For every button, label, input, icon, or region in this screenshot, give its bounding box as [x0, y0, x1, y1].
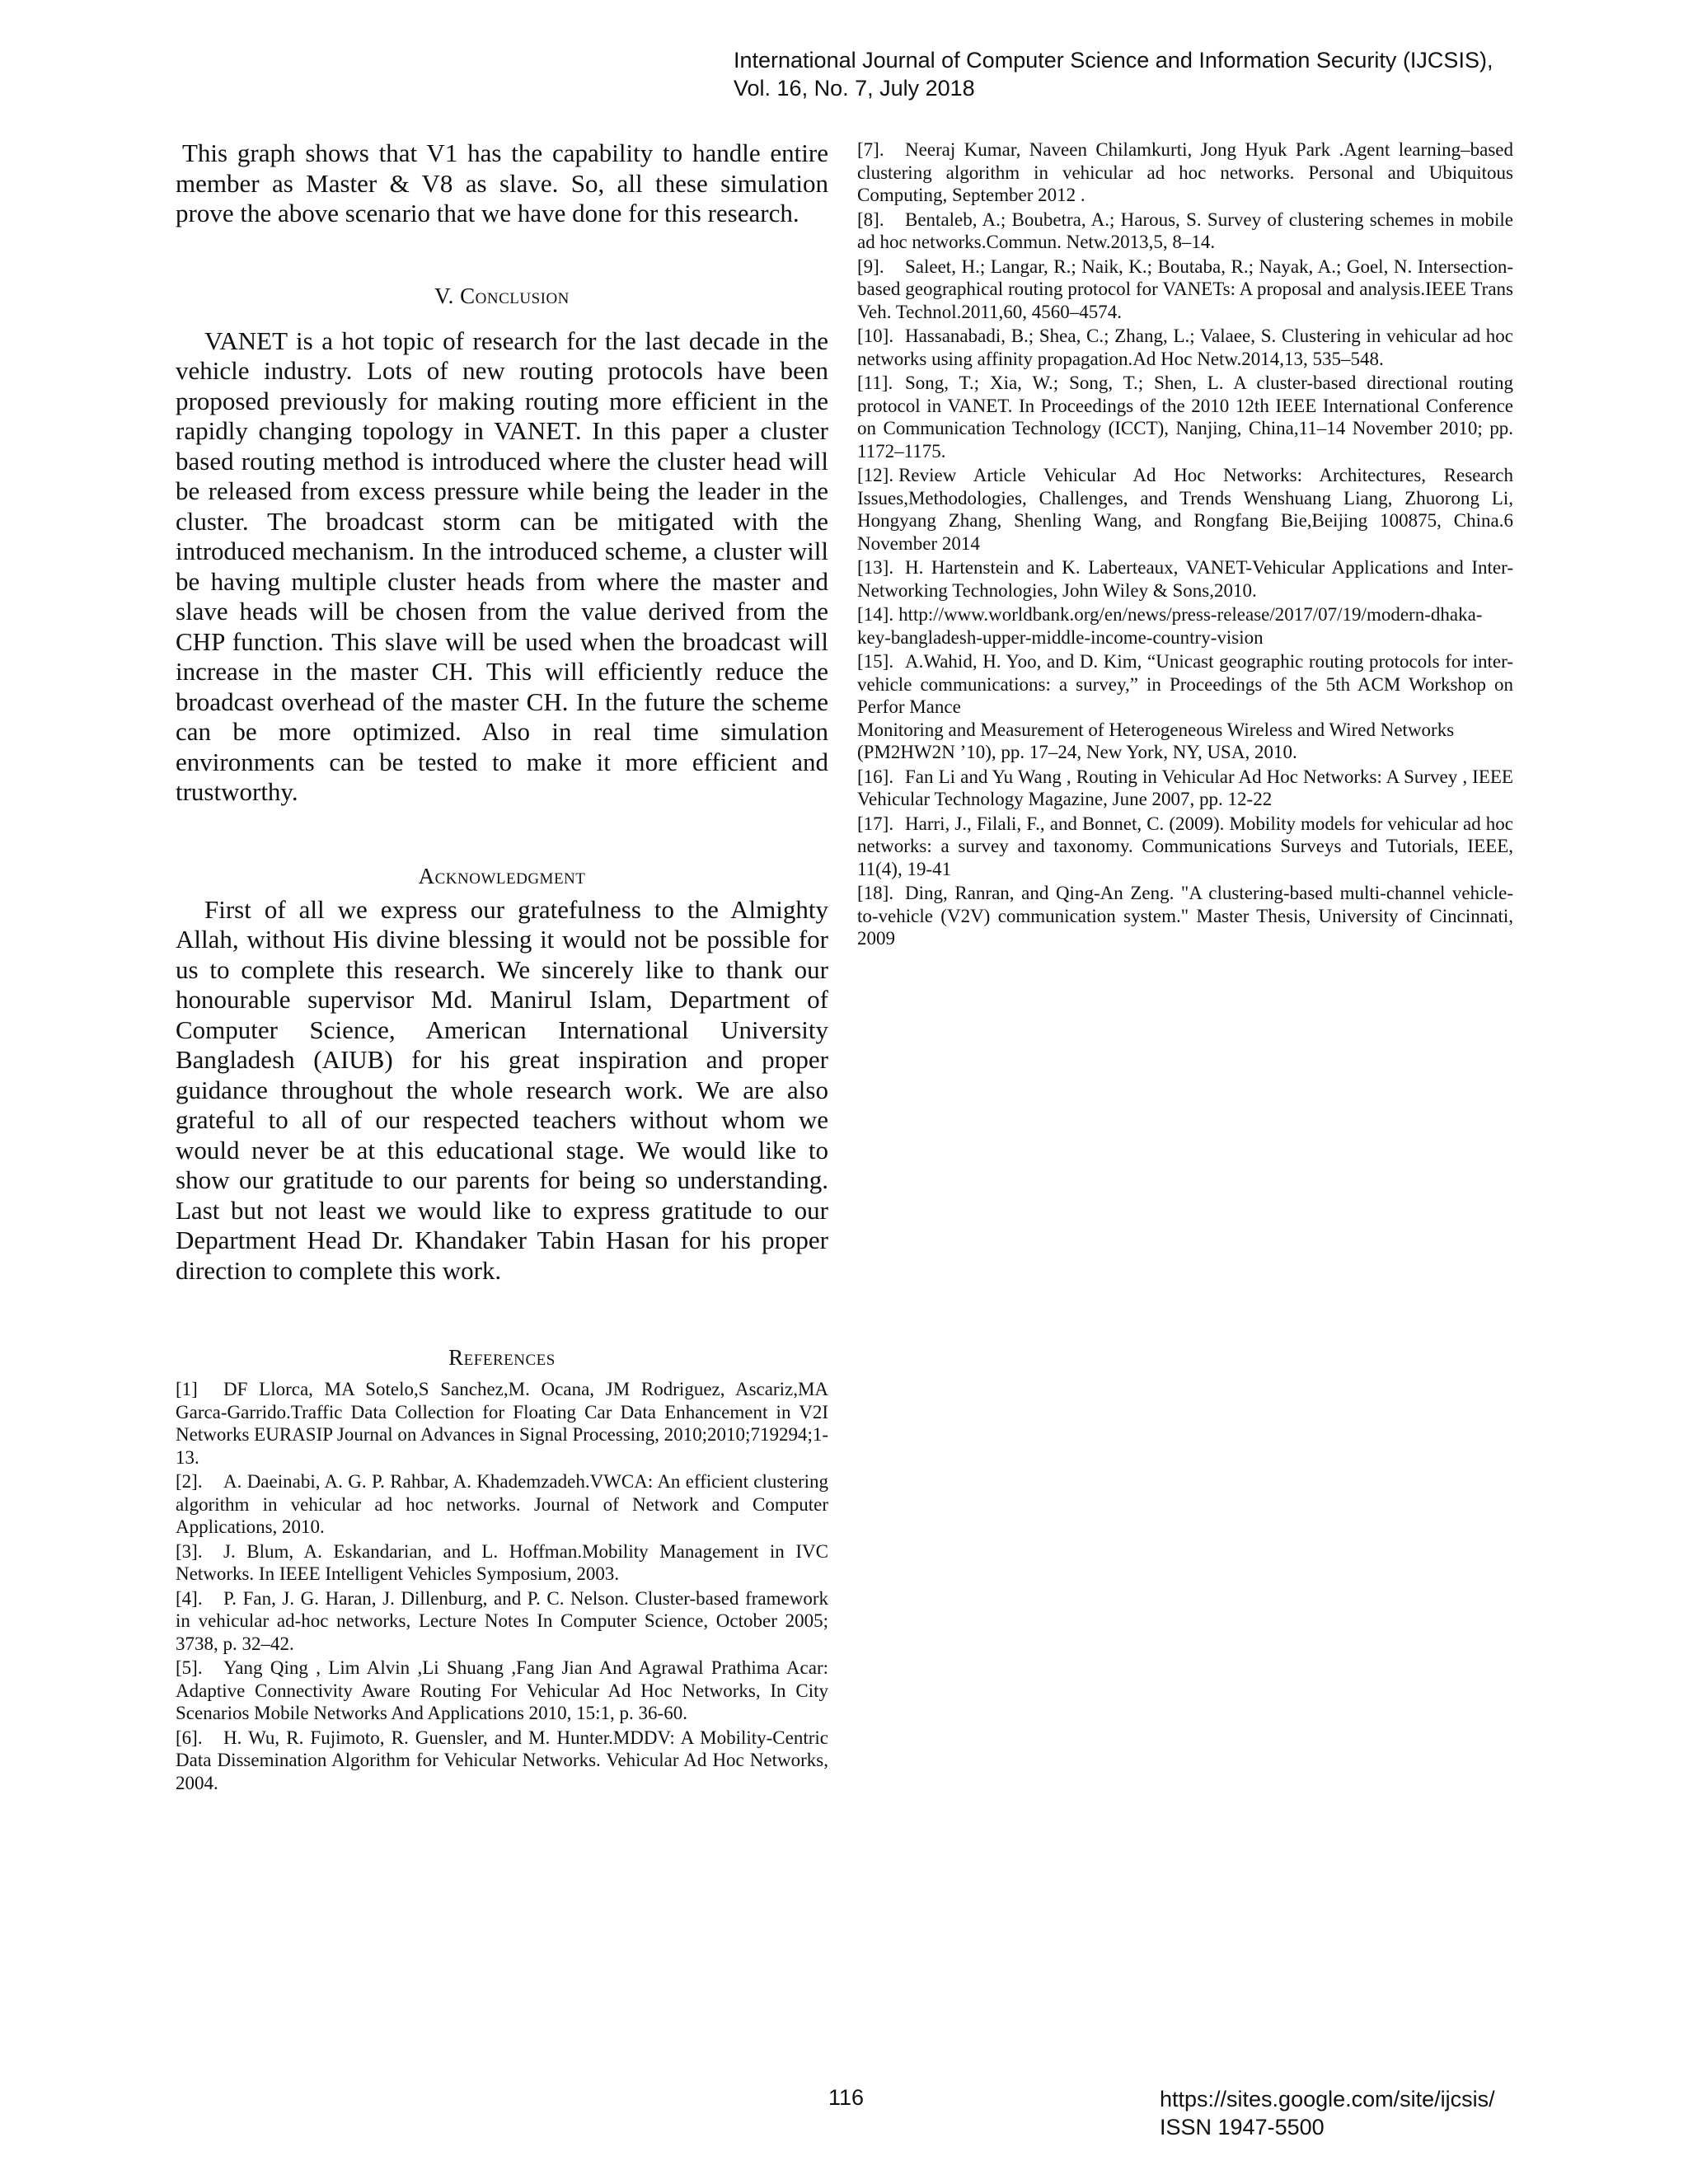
- reference-text: Neeraj Kumar, Naveen Chilamkurti, Jong Hyuk Park .Agent learning–based clustering algorithm in vehicular ad hoc networks. Personal and Ubiquitous Computing, September 2012 .: [857, 139, 1513, 205]
- reference-number: [2].: [176, 1471, 203, 1492]
- reference-text: Saleet, H.; Langar, R.; Naik, K.; Boutaba, R.; Nayak, A.; Goel, N. Intersection-based geographical routing protocol for VANETs: A proposal and analysis.IEEE Trans Veh. Technol.2011,60, 4560–4574.: [857, 255, 1513, 322]
- conclusion-heading: V. Conclusion: [434, 283, 570, 308]
- reference-text: Fan Li and Yu Wang , Routing in Vehicular Ad Hoc Networks: A Survey , IEEE Vehicular Technology Magazine, June 2007, pp. 12-22: [857, 766, 1513, 809]
- intro-paragraph: This graph shows that V1 has the capability to handle entire member as Master & V8 as slave. So, all these simulation prove the above scenario that we have done for this research.: [176, 138, 828, 227]
- reference-text: Monitoring and Measurement of Heterogeneous Wireless and Wired Networks (PM2HW2N ’10), pp. 17–24, New York, NY, USA, 2010.: [857, 719, 1455, 762]
- reference-text: A. Daeinabi, A. G. P. Rahbar, A. Khademzadeh.VWCA: An efficient clustering algorithm in vehicular ad hoc networks. Journal of Network and Computer Applications, 2010.: [176, 1471, 828, 1537]
- reference-text: Yang Qing , Lim Alvin ,Li Shuang ,Fang Jian And Agrawal Prathima Acar: Adaptive Connectivity Aware Routing For Vehicular Ad Hoc Networks, In City Scenarios Mobile Networks And Applications 2010, 15:1, p. 36-60.: [176, 1657, 828, 1723]
- reference-number: [5].: [176, 1657, 203, 1678]
- reference-text: DF Llorca, MA Sotelo,S Sanchez,M. Ocana, JM Rodriguez, Ascariz,MA Garca-Garrido.Traffic Data Collection for Floating Car Data Enhancement in V2I Networks EURASIP Journal on Advances in Signal Processing, 2010;2010;719294;1-13.: [176, 1379, 828, 1468]
- reference-item: [857, 556, 1513, 602]
- reference-link[interactable]: http://www.worldbank.org/en/news/press-release/2017/07/19/modern-dhaka-key-bangladesh-upper-middle-income-country-vision: [857, 604, 1483, 648]
- reference-text: Hassanabadi, B.; Shea, C.; Zhang, L.; Valaee, S. Clustering in vehicular ad hoc networks using affinity propagation.Ad Hoc Netw.2014,13, 535–548.: [857, 326, 1513, 369]
- reference-number: [15].: [857, 651, 894, 672]
- reference-number: [16].: [857, 766, 894, 787]
- reference-number: [4].: [176, 1587, 203, 1609]
- reference-text: H. Hartenstein and K. Laberteaux, VANET-Vehicular Applications and Inter-Networking Technologies, John Wiley & Sons,2010.: [857, 557, 1513, 601]
- reference-item: [176, 1587, 828, 1656]
- reference-number: [11].: [857, 373, 893, 393]
- reference-item: [857, 372, 1513, 462]
- reference-text: A.Wahid, H. Yoo, and D. Kim, “Unicast geographic routing protocols for inter-vehicle communications: a survey,” in Proceedings of the 5th ACM Workshop on Perfor Mance: [857, 651, 1513, 717]
- reference-item: [857, 255, 1513, 324]
- reference-item: [857, 650, 1513, 719]
- reference-number: [10].: [857, 326, 894, 346]
- journal-volume-line: Vol. 16, No. 7, July 2018: [734, 76, 975, 101]
- references-heading: References: [448, 1345, 556, 1370]
- reference-text: Harri, J., Filali, F., and Bonnet, C. (2009). Mobility models for vehicular ad hoc networks: a survey and taxonomy. Communications Surveys and Tutorials, IEEE, 11(4), 19-41: [857, 813, 1513, 879]
- acknowledgment-heading: Acknowledgment: [418, 863, 586, 888]
- reference-item: [857, 464, 1513, 555]
- right-column: [857, 138, 1513, 952]
- reference-text: J. Blum, A. Eskandarian, and L. Hoffman.Mobility Management in IVC Networks. In IEEE Intelligent Vehicles Symposium, 2003.: [176, 1540, 828, 1584]
- page-number: 116: [828, 2085, 865, 2110]
- reference-text: P. Fan, J. G. Haran, J. Dillenburg, and P. C. Nelson. Cluster-based framework in vehicular ad-hoc networks, Lecture Notes In Computer Science, October 2005; 3738, p. 32–42.: [176, 1587, 828, 1654]
- reference-number: [14].: [857, 604, 894, 625]
- reference-number: [6].: [176, 1727, 203, 1748]
- reference-number: [12].: [857, 465, 894, 485]
- reference-text: Ding, Ranran, and Qing-An Zeng. "A clustering-based multi-channel vehicle-to-vehicle (V2V) communication system." Master Thesis, University of Cincinnati, 2009: [857, 883, 1513, 949]
- reference-text: Review Article Vehicular Ad Hoc Networks: Architectures, Research Issues,Methodologies, Challenges, and Trends Wenshuang Liang, Zhuorong Li, Hongyang Zhang, Shenling Wang, and Rongfang Bie,Beijing 100875, China.6 November 2014: [857, 465, 1513, 554]
- acknowledgment-paragraph: First of all we express our gratefulness to the Almighty Allah, without His divine blessing it would not be possible for us to complete this research. We sincerely like to thank our honourable supervisor Md. Manirul Islam, Department of Computer Science, American International University Bangladesh (AIUB) for his great inspiration and proper guidance throughout the whole research work. We are also grateful to all of our respected teachers without whom we would never be at this educational stage. We would like to show our gratitude to our parents for being so understanding. Last but not least we would like to express gratitude to our Department Head Dr. Khandaker Tabin Hasan for his proper direction to complete this work.: [176, 894, 828, 1285]
- reference-number: [17].: [857, 813, 894, 834]
- reference-text: H. Wu, R. Fujimoto, R. Guensler, and M. Hunter.MDDV: A Mobility-Centric Data Dissemination Algorithm for Vehicular Networks. Vehicular Ad Hoc Networks, 2004.: [176, 1727, 828, 1793]
- reference-item: [176, 1657, 828, 1725]
- left-column: [176, 138, 828, 1796]
- reference-number: [18].: [857, 883, 894, 903]
- reference-item: [857, 882, 1513, 950]
- reference-number: [1]: [176, 1379, 198, 1399]
- reference-text: Bentaleb, A.; Boubetra, A.; Harous, S. Survey of clustering schemes in mobile ad hoc networks.Commun. Netw.2013,5, 8–14.: [857, 209, 1513, 252]
- reference-list-left: [176, 1378, 828, 1794]
- reference-number: [3].: [176, 1540, 203, 1562]
- journal-header: [734, 46, 1558, 102]
- reference-item: [857, 813, 1513, 881]
- journal-url[interactable]: https://sites.google.com/site/ijcsis/: [1160, 2087, 1495, 2111]
- reference-item: [176, 1540, 828, 1586]
- journal-title-line: International Journal of Computer Science and Information Security (IJCSIS),: [734, 48, 1493, 73]
- reference-number: [9].: [857, 255, 884, 277]
- reference-list-right: [857, 138, 1513, 950]
- reference-item: [857, 138, 1513, 207]
- conclusion-paragraph: VANET is a hot topic of research for the last decade in the vehicle industry. Lots of new routing protocols have been proposed previously for making routing more efficient in the rapidly changing topology in VANET. In this paper a cluster based routing method is introduced where the cluster head will be released from excess pressure while being the leader in the cluster. The broadcast storm can be mitigated with the introduced mechanism. In the introduced scheme, a cluster will be having multiple cluster heads from where the master and slave heads will be chosen from the value derived from the CHP function. This slave will be used when the broadcast will increase in the master CH. This will efficiently reduce the broadcast overhead of the master CH. In the future the scheme can be more optimized. Also in real time simulation environments can be tested to make it more efficient and trustworthy.: [176, 326, 828, 806]
- reference-item: [857, 766, 1513, 811]
- footer-info: [1160, 2085, 1495, 2141]
- reference-item-continued: [857, 719, 1513, 764]
- reference-item: [857, 325, 1513, 370]
- reference-item: [176, 1727, 828, 1795]
- reference-item: [176, 1470, 828, 1539]
- reference-number: [7].: [857, 139, 884, 160]
- reference-item: [857, 209, 1513, 254]
- reference-item: [176, 1378, 828, 1469]
- reference-number: [13].: [857, 557, 894, 578]
- reference-text: Song, T.; Xia, W.; Song, T.; Shen, L. A cluster-based directional routing protocol in VANET. In Proceedings of the 2010 12th IEEE International Conference on Communication Technology (ICCT), Nanjing, China,11–14 November 2010; pp. 1172–1175.: [857, 373, 1513, 462]
- issn-label: ISSN 1947-5500: [1160, 2115, 1325, 2139]
- reference-item: [857, 603, 1513, 649]
- reference-number: [8].: [857, 209, 884, 230]
